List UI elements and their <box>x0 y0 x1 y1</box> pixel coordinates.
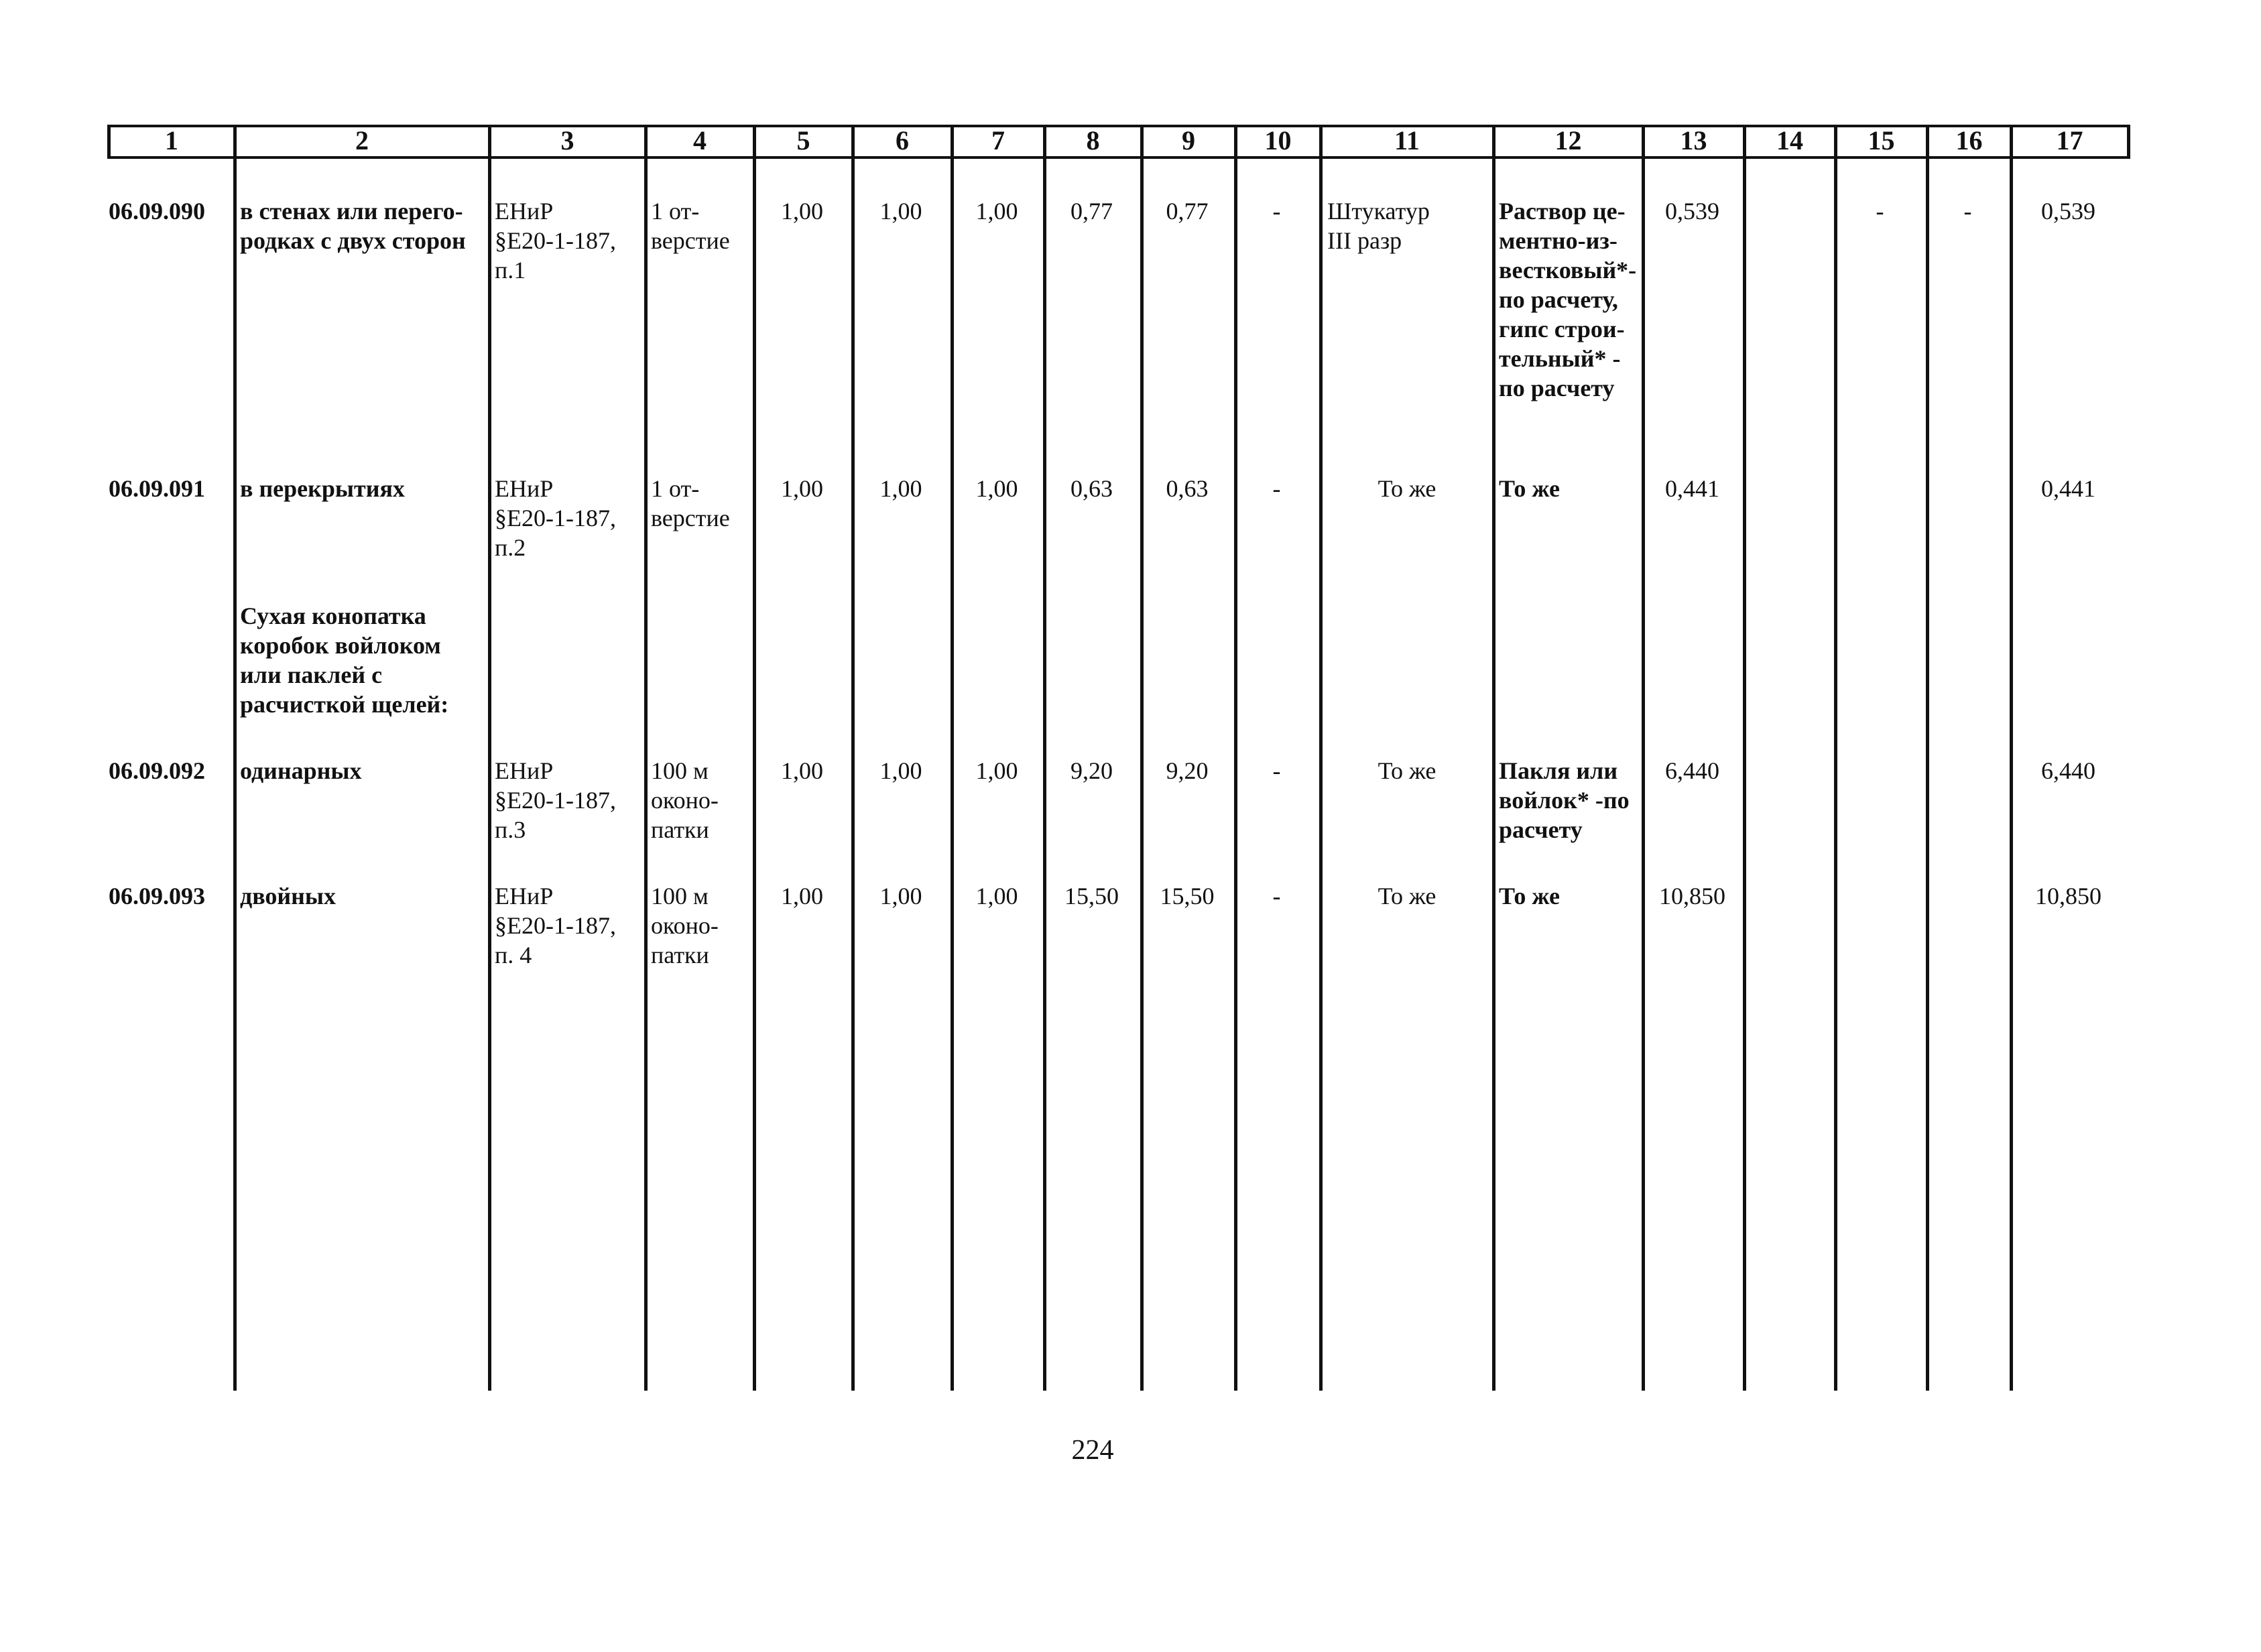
cell-name: одинарных <box>240 757 362 784</box>
column-number-3: 3 <box>560 125 574 155</box>
cell-col6: 1,00 <box>879 198 922 225</box>
cell-col6: 1,00 <box>879 475 922 502</box>
cell-col10: - <box>1272 883 1281 909</box>
cell-col15: - <box>1876 198 1884 225</box>
cell-col7: 1,00 <box>975 883 1018 909</box>
cell-code: 06.09.091 <box>109 475 205 502</box>
cell-col13: 10,850 <box>1659 883 1725 909</box>
column-number-1: 1 <box>165 125 178 155</box>
column-number-4: 4 <box>693 125 707 155</box>
cell-col9: 9,20 <box>1166 757 1209 784</box>
cell-col16: - <box>1963 198 1972 225</box>
cell-code: 06.09.090 <box>109 198 205 225</box>
column-divider <box>1926 125 1929 1391</box>
cell-materials: Раствор це- ментно-из- вестковый*- по расчету, гипс строи- тельный* - по расчету <box>1499 198 1637 401</box>
column-number-5: 5 <box>796 125 810 155</box>
column-number-8: 8 <box>1086 125 1100 155</box>
column-number-17: 17 <box>2056 125 2083 155</box>
cell-col8: 15,50 <box>1064 883 1119 909</box>
cell-unit: 1 от- верстие <box>651 198 730 254</box>
cell-col7: 1,00 <box>975 198 1018 225</box>
cell-col9: 0,77 <box>1166 198 1209 225</box>
cell-norm: ЕНиР §Е20-1-187, п.2 <box>495 475 616 561</box>
cell-col8: 9,20 <box>1071 757 1113 784</box>
column-number-9: 9 <box>1182 125 1195 155</box>
cell-col5: 1,00 <box>781 757 823 784</box>
cell-worker: Штукатур III разр <box>1327 198 1430 254</box>
cell-worker: То же <box>1378 757 1437 784</box>
cell-col17: 6,440 <box>2041 757 2095 784</box>
cell-col10: - <box>1272 475 1281 502</box>
column-divider <box>488 125 491 1391</box>
cell-col5: 1,00 <box>781 198 823 225</box>
cell-materials: То же <box>1499 883 1561 909</box>
column-number-6: 6 <box>896 125 909 155</box>
cell-col13: 6,440 <box>1665 757 1719 784</box>
cell-unit: 100 м оконо- патки <box>651 883 719 968</box>
column-number-7: 7 <box>991 125 1005 155</box>
column-divider <box>1834 125 1837 1391</box>
cell-worker: То же <box>1378 475 1437 502</box>
cell-col17: 0,539 <box>2041 198 2095 225</box>
cell-name: в перекрытиях <box>240 475 405 502</box>
cell-code: 06.09.092 <box>109 757 205 784</box>
column-number-2: 2 <box>355 125 369 155</box>
cell-unit: 1 от- верстие <box>651 475 730 531</box>
cell-code: 06.09.093 <box>109 883 205 909</box>
cell-norm: ЕНиР §Е20-1-187, п.1 <box>495 198 616 283</box>
column-number-10: 10 <box>1264 125 1292 155</box>
cell-col13: 0,539 <box>1665 198 1719 225</box>
cell-col17: 0,441 <box>2041 475 2095 502</box>
column-number-14: 14 <box>1776 125 1803 155</box>
cell-unit: 100 м оконо- патки <box>651 757 719 843</box>
page-number: 224 <box>1071 1435 1114 1466</box>
column-divider <box>1743 125 1746 1391</box>
cell-col8: 0,63 <box>1071 475 1113 502</box>
column-number-16: 16 <box>1955 125 1983 155</box>
cell-name: в стенах или перего- родках с двух сторон <box>240 198 466 254</box>
column-divider <box>644 125 648 1391</box>
column-number-13: 13 <box>1680 125 1707 155</box>
cell-col6: 1,00 <box>879 883 922 909</box>
cell-norm: ЕНиР §Е20-1-187, п.3 <box>495 757 616 843</box>
cell-col8: 0,77 <box>1071 198 1113 225</box>
column-number-11: 11 <box>1394 125 1420 155</box>
cell-col13: 0,441 <box>1665 475 1719 502</box>
cell-col7: 1,00 <box>975 475 1018 502</box>
cell-col5: 1,00 <box>781 883 823 909</box>
cell-col10: - <box>1272 757 1281 784</box>
cell-name: Сухая конопатка коробок войлоком или паклей с расчисткой щелей: <box>240 602 449 718</box>
column-number-12: 12 <box>1554 125 1582 155</box>
cell-worker: То же <box>1378 883 1437 909</box>
cell-col9: 15,50 <box>1160 883 1215 909</box>
cell-col17: 10,850 <box>2035 883 2101 909</box>
cell-col9: 0,63 <box>1166 475 1209 502</box>
column-number-15: 15 <box>1868 125 1895 155</box>
cell-col5: 1,00 <box>781 475 823 502</box>
table-header-rule <box>109 156 2128 159</box>
cell-name: двойных <box>240 883 336 909</box>
cell-col6: 1,00 <box>879 757 922 784</box>
cell-materials: То же <box>1499 475 1561 502</box>
cell-col7: 1,00 <box>975 757 1018 784</box>
cell-norm: ЕНиР §Е20-1-187, п. 4 <box>495 883 616 968</box>
cell-col10: - <box>1272 198 1281 225</box>
cell-materials: Пакля или войлок* -по расчету <box>1499 757 1630 843</box>
